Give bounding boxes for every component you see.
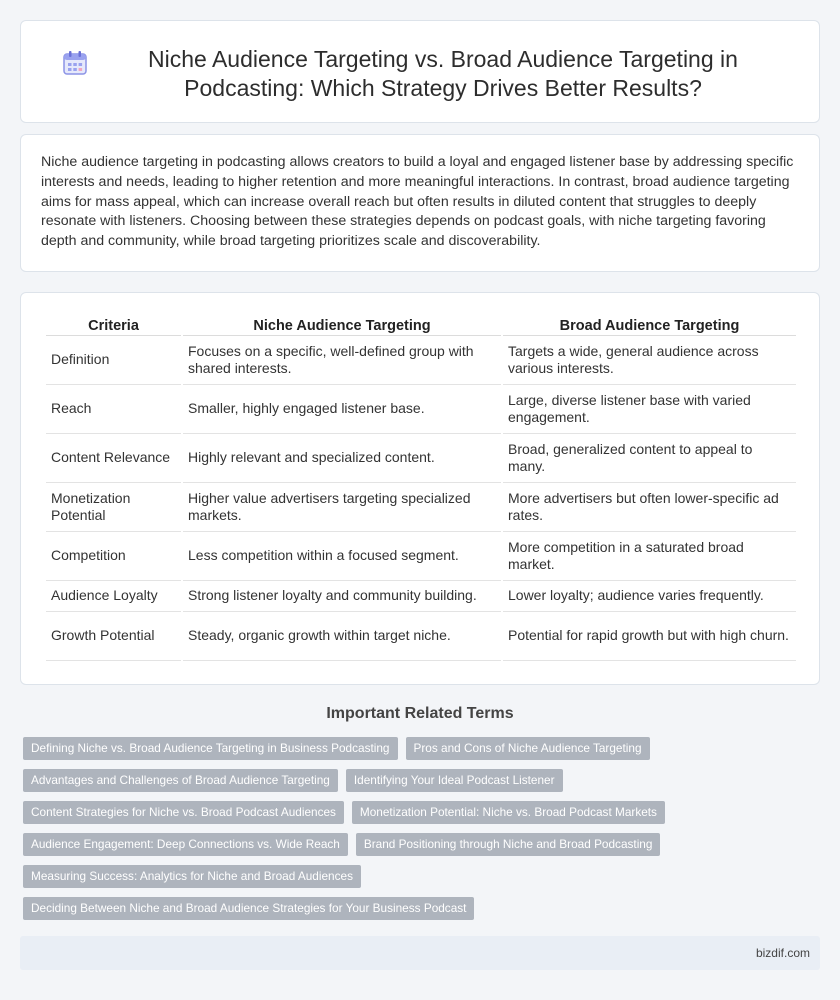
intro-paragraph: Niche audience targeting in podcasting allows creators to build a loyal and engaged listener base by addressing specific interests and needs, leading to higher retention and more meaningful interactions. In contrast, broad audience targeting aims for mass appeal, which can increase overall reach but often results in diluted content that struggles to deeply resonate with listeners. Choosing between these strategies depends on podcast goals, with niche targeting favoring depth and community, while broad targeting prioritizes scale and discoverability.: [41, 154, 794, 250]
niche-cell: Focuses on a specific, well-defined group with shared interests.: [183, 336, 501, 385]
criteria-cell: Audience Loyalty: [46, 581, 181, 612]
related-terms-list: [23, 737, 783, 920]
table-row: [46, 385, 796, 434]
header-criteria: Criteria: [46, 313, 181, 336]
table-row: [46, 581, 796, 612]
broad-cell: Large, diverse listener base with varied engagement.: [503, 385, 796, 434]
criteria-cell: Definition: [46, 336, 181, 385]
comparison-card: [20, 292, 820, 685]
criteria-cell: Reach: [46, 385, 181, 434]
related-term-link[interactable]: Monetization Potential: Niche vs. Broad Podcast Markets: [352, 801, 665, 824]
table-row: [46, 483, 796, 532]
page-title: Niche Audience Targeting vs. Broad Audience Targeting in Podcasting: Which Strategy Drives Better Results?: [148, 46, 738, 101]
related-term-link[interactable]: Measuring Success: Analytics for Niche and Broad Audiences: [23, 865, 361, 888]
header-niche: Niche Audience Targeting: [183, 313, 501, 336]
related-term-link[interactable]: Pros and Cons of Niche Audience Targeting: [406, 737, 650, 760]
table-row: [46, 336, 796, 385]
table-row: [46, 532, 796, 581]
broad-cell: Potential for rapid growth but with high churn.: [503, 612, 796, 661]
table-row: [46, 434, 796, 483]
related-term-link[interactable]: Content Strategies for Niche vs. Broad Podcast Audiences: [23, 801, 344, 824]
broad-cell: More advertisers but often lower-specific ad rates.: [503, 483, 796, 532]
niche-cell: Higher value advertisers targeting specialized markets.: [183, 483, 501, 532]
intro-card: [20, 134, 820, 272]
table-row: [46, 612, 796, 661]
broad-cell: Broad, generalized content to appeal to many.: [503, 434, 796, 483]
related-term-link[interactable]: Audience Engagement: Deep Connections vs. Wide Reach: [23, 833, 348, 856]
criteria-cell: Growth Potential: [46, 612, 181, 661]
criteria-cell: Competition: [46, 532, 181, 581]
niche-cell: Strong listener loyalty and community building.: [183, 581, 501, 612]
related-terms-heading: Important Related Terms: [326, 705, 514, 722]
broad-cell: Targets a wide, general audience across various interests.: [503, 336, 796, 385]
site-name[interactable]: bizdif.com: [755, 946, 810, 960]
broad-cell: More competition in a saturated broad market.: [503, 532, 796, 581]
related-term-link[interactable]: Brand Positioning through Niche and Broad Podcasting: [356, 833, 661, 856]
footer: [20, 936, 820, 970]
related-term-link[interactable]: Advantages and Challenges of Broad Audience Targeting: [23, 769, 338, 792]
niche-cell: Highly relevant and specialized content.: [183, 434, 501, 483]
broad-cell: Lower loyalty; audience varies frequently.: [503, 581, 796, 612]
criteria-cell: Content Relevance: [46, 434, 181, 483]
criteria-cell: Monetization Potential: [46, 483, 181, 532]
niche-cell: Less competition within a focused segment.: [183, 532, 501, 581]
calendar-icon: [61, 49, 89, 77]
related-term-link[interactable]: Defining Niche vs. Broad Audience Targeting in Business Podcasting: [23, 737, 398, 760]
title-card: [20, 20, 820, 123]
related-term-link[interactable]: Identifying Your Ideal Podcast Listener: [346, 769, 563, 792]
header-broad: Broad Audience Targeting: [503, 313, 796, 336]
niche-cell: Steady, organic growth within target niche.: [183, 612, 501, 661]
table-header-row: [46, 313, 796, 336]
related-term-link[interactable]: Deciding Between Niche and Broad Audience Strategies for Your Business Podcast: [23, 897, 474, 920]
niche-cell: Smaller, highly engaged listener base.: [183, 385, 501, 434]
comparison-table: [44, 313, 798, 661]
